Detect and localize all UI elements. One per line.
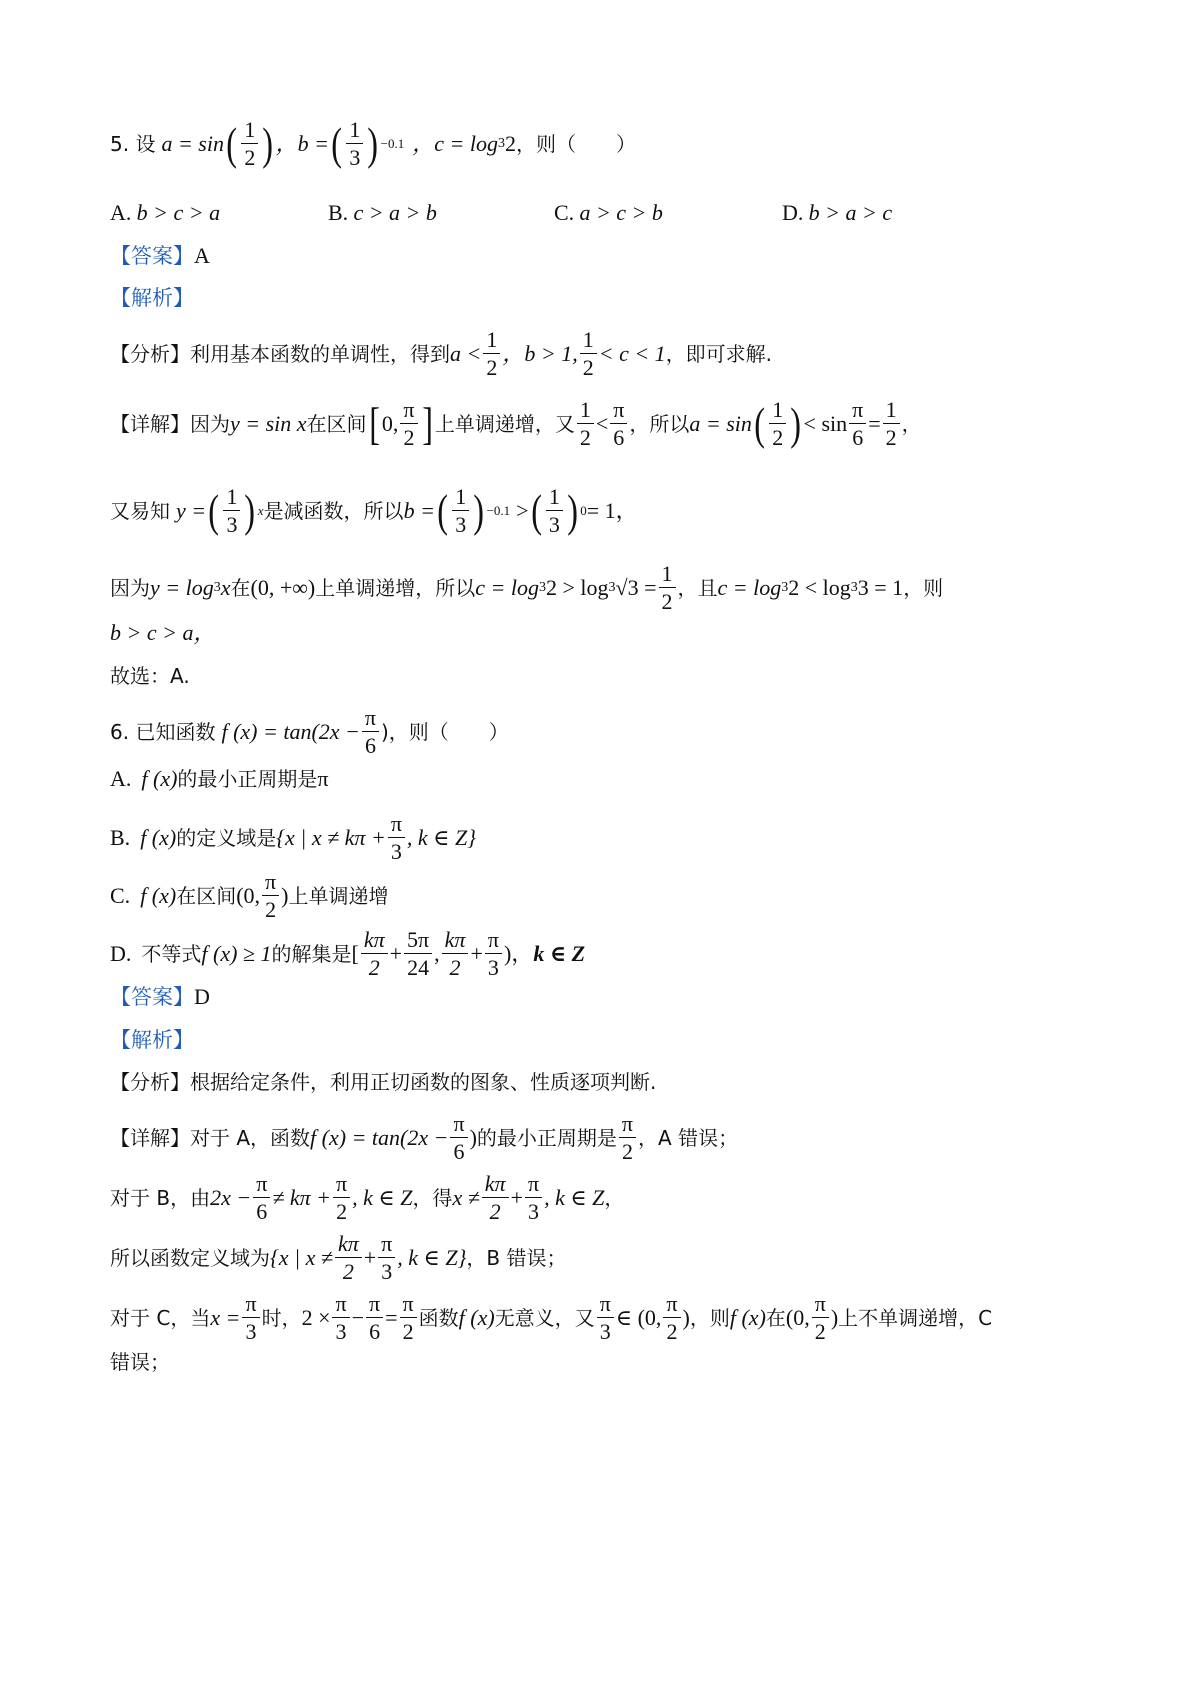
q5-math-c: ，c = log [412,130,498,156]
math: ) [469,1124,477,1150]
q5-option-d: D. b > a > c [782,200,893,225]
text: 的最小正周期是 [476,1125,617,1150]
fraction: $\frac{\pi}{6}$ [366,1292,383,1343]
fenxi-end: ，即可求解. [665,341,773,366]
text: 错误； [110,1350,170,1374]
fraction: $\frac{\pi}{6}$ [610,398,627,449]
fraction: $\frac{\pi}{3}$ [485,928,502,979]
subscript: 3 [213,579,221,595]
text: ， [901,411,922,436]
text: 对于 C，当 [110,1305,211,1330]
paren-left: ( [437,484,448,536]
fraction: $\frac{1}{2}$ [580,328,597,379]
math: + [363,1244,377,1270]
text: 无意义，又 [494,1305,595,1330]
paren-right: ) [567,484,578,536]
fraction: $\frac{1}{3}$ [546,485,563,536]
fraction: $\frac{\pi}{2}$ [333,1172,350,1223]
text: 在区间 [306,411,367,436]
q6-option-a [110,768,1100,790]
text: 对于 B，由 [110,1185,211,1210]
math: , k ∈ Z [544,1184,605,1210]
math: π [317,766,329,791]
paren-left: ( [226,117,238,169]
option-label: B. [110,824,131,850]
q6-analysis-heading [110,1030,1100,1051]
bracket-right: ] [421,397,433,449]
text: 函数 [418,1305,459,1330]
q6-xiangjie-4 [110,1292,1100,1343]
math: > [516,497,529,523]
subscript: 3 [497,135,505,151]
math: (0, +∞) [250,574,316,600]
fraction: $\frac{k\pi}{2}$ [335,1232,362,1283]
fraction: $\frac{1}{3}$ [223,485,240,536]
fraction: $\frac{\pi}{3}$ [242,1292,259,1343]
fenxi-text: 利用基本函数的单调性，得到 [190,341,450,366]
paren-left: ( [331,117,343,169]
q5-analysis-heading [110,288,1100,309]
math: k ∈ Z [533,940,586,966]
math: c = log [717,574,782,600]
text: 不等式 [141,941,202,966]
math: 0, [381,410,399,436]
text: 上不单调递增，C [838,1305,993,1330]
math: , k ∈ Z} [397,1244,467,1270]
fraction: $\frac{\pi}{6}$ [362,706,379,757]
text: 上单调递增，又 [434,411,575,436]
fraction: $\frac{1}{2}$ [241,118,258,169]
q6-xiangjie-2 [110,1172,1100,1223]
math: (0, [785,1304,810,1330]
text: 的解集是 [271,941,352,966]
q5-math-a: a = sin [161,130,224,156]
fraction: $\frac{\pi}{3}$ [332,1292,349,1343]
paren-right: ) [244,484,256,536]
text: ，B 错误； [466,1245,567,1270]
math: < [595,410,609,436]
q5-math-c-arg: 2 [504,130,516,156]
q5-option-c: C. a > c > b [554,200,663,225]
subscript: 3 [608,579,616,595]
xiangjie-tag: 【详解】 [110,411,190,436]
analysis-tag: 【解析】 [110,1028,194,1052]
math: ) [281,882,289,908]
math: 2 > log [545,574,609,600]
fraction: $\frac{\pi}{2}$ [400,398,417,449]
text: ，则 [689,1305,730,1330]
exponent: −0.1 [486,503,511,519]
q6-option-d: D. 不等式 f (x) ≥ 1 的解集是 [ $\frac{k\pi}{2}$ + $\frac{5\pi}{24}$ , $\frac{k\pi}{2}$ + $\frac{\pi}{3}$ )， k ∈ Z [110,927,586,981]
exponent: x [257,503,264,519]
math: [ [351,940,359,966]
paren-left: ( [530,484,542,536]
math: y = log [150,574,214,600]
math: f (x) [729,1304,766,1330]
text: 上单调递增 [288,883,389,908]
fraction: $\frac{\pi}{6}$ [450,1112,467,1163]
paren-right: ) [262,117,274,169]
fraction: $\frac{1}{3}$ [452,485,469,536]
bracket-left: [ [368,397,380,449]
fraction: $\frac{\pi}{6}$ [849,398,866,449]
math: − [351,1304,365,1330]
math: 2 < log [788,574,851,600]
q6-option-c [110,870,1100,921]
text: ，则 [903,575,944,600]
q6-xiangjie-1 [110,1112,1100,1163]
paren-right: ) [790,397,802,449]
fraction: $\frac{k\pi}{2}$ [482,1172,509,1223]
math: 2x − [210,1184,252,1210]
fraction: $\frac{k\pi}{2}$ [442,928,469,979]
text: )，则（ ） [381,719,509,744]
math: f (x) = tan(2x − [310,1124,449,1150]
text: ， [604,1185,625,1210]
fraction: $\frac{1}{2}$ [769,398,786,449]
analysis-tag: 【解析】 [110,286,194,310]
fraction: $\frac{1}{2}$ [659,562,676,613]
text: 所以函数定义域为 [110,1245,270,1270]
fenxi-text: 根据给定条件，利用正切函数的图象、性质逐项判断. [190,1070,657,1094]
text: ，所以 [629,411,690,436]
math: c = log [475,574,539,600]
text: 在 [230,575,251,600]
math: f (x) [140,882,177,908]
math: x [220,574,231,600]
text: ，A 错误； [638,1125,739,1150]
xiangjie-tag: 【详解】 [110,1125,190,1150]
fraction: $\frac{5\pi}{24}$ [404,928,432,979]
q6-number: 6. 已知函数 [110,719,216,744]
fraction: $\frac{1}{2}$ [483,328,500,379]
math: ，b > 1, [502,340,578,366]
q5-xiangjie-2 [110,485,1100,536]
fraction: $\frac{1}{2}$ [577,398,594,449]
subscript: 3 [538,579,546,595]
fraction: $\frac{\pi}{2}$ [812,1292,829,1343]
text: 上单调递增，所以 [315,575,476,600]
paren-left: ( [754,397,765,449]
math: ≠ kπ + [272,1184,332,1210]
fraction: $\frac{\pi}{3}$ [525,1172,542,1223]
q5-stem [110,118,1100,169]
q5-math-b: ，b = [275,130,329,156]
fraction: $\frac{\pi}{2}$ [262,870,279,921]
q6-answer [110,986,1100,1008]
q5-option-a: A. b > c > a [110,200,221,225]
subscript: 3 [781,579,789,595]
math: = 1， [586,497,638,523]
math: {x | x ≠ [270,1244,333,1270]
math: b = [403,497,435,523]
q6-xiangjie-5 [110,1352,1100,1373]
math: f (x) [141,766,178,791]
fenxi-tag: 【分析】 [110,341,190,366]
text: 故选：A. [110,664,190,688]
math: < c < 1 [598,340,666,366]
q5-option-b: B. c > a > b [328,200,437,225]
math: f (x) ≥ 1 [201,940,272,966]
math: , k ∈ Z [352,1184,413,1210]
math: ) [830,1304,839,1330]
option-label: C. [110,882,131,908]
text: 在 [765,1305,786,1330]
answer-tag: 【答案】 [110,244,194,268]
math: b > c > a， [110,620,216,645]
fenxi-tag: 【分析】 [110,1070,190,1094]
text: 因为 [190,411,230,436]
fraction: $\frac{\pi}{3}$ [378,1232,395,1283]
math: f (x) [458,1304,495,1330]
answer-value: A [194,243,210,268]
paren-left: ( [208,484,220,536]
math: 3 = 1 [857,574,904,600]
q5-xiangjie-4 [110,622,1100,644]
answer-value: D [194,984,210,1009]
q6-xiangjie-3 [110,1232,1100,1283]
text: 的最小正周期是 [177,767,318,791]
math: x ≠ [452,1184,480,1210]
math: f (x) [140,824,177,850]
q6-fenxi [110,1072,1100,1093]
math: )， [503,940,534,966]
paren-right: ) [367,117,379,169]
math: = [868,410,881,436]
q5-fenxi [110,328,1100,379]
fraction: $\frac{1}{2}$ [883,398,900,449]
fraction: $\frac{\pi}{2}$ [663,1292,680,1343]
fraction: $\frac{\pi}{2}$ [400,1292,417,1343]
q5-number: 5. 设 [110,131,156,156]
q5-conclusion [110,666,1100,687]
math: a < [450,340,482,366]
exponent: −0.1 [380,136,405,152]
q6-stem [110,706,1100,757]
fraction: $\frac{\pi}{2}$ [619,1112,636,1163]
subscript: 3 [850,579,858,595]
q5-xiangjie-3 [110,562,1100,613]
math: 2 × [301,1304,331,1330]
text: 的定义域是 [176,825,277,850]
exponent: 0 [580,503,587,519]
q6-option-b [110,812,1100,863]
math: + [510,1184,523,1210]
text: 时， [261,1305,302,1330]
q5-answer [110,245,1100,267]
math: {x | x ≠ kπ + [276,824,386,850]
math: √3 = [615,574,657,600]
text: 又易知 [110,498,170,523]
text: 在区间 [176,883,237,908]
paren-right: ) [473,484,485,536]
option-label: A. [110,766,132,791]
math: (0, [236,882,261,908]
math: < sin [803,410,848,436]
math: y = sin x [230,410,307,436]
math: = [385,1304,398,1330]
q5-suffix: ，则（ ） [515,131,636,156]
math: a = sin [689,410,752,436]
math: y = [176,497,207,523]
answer-tag: 【答案】 [110,985,194,1009]
text: ，得 [412,1185,453,1210]
fraction: $\frac{\pi}{6}$ [253,1172,270,1223]
fraction: $\frac{\pi}{3}$ [597,1292,614,1343]
text: 对于 A，函数 [190,1125,311,1150]
text: 因为 [110,575,150,600]
math: ) [682,1304,690,1330]
text: 是减函数，所以 [263,498,404,523]
fraction: $\frac{1}{3}$ [346,118,363,169]
text: ，且 [677,575,718,600]
option-label: D. [110,940,132,966]
fraction: $\frac{k\pi}{2}$ [361,928,388,979]
math: , k ∈ Z} [406,824,477,850]
q5-xiangjie-1 [110,398,1100,449]
fraction: $\frac{\pi}{3}$ [388,812,405,863]
math: f (x) = tan(2x − [221,718,360,744]
math: ∈ (0, [615,1304,662,1330]
math: x = [210,1304,241,1330]
